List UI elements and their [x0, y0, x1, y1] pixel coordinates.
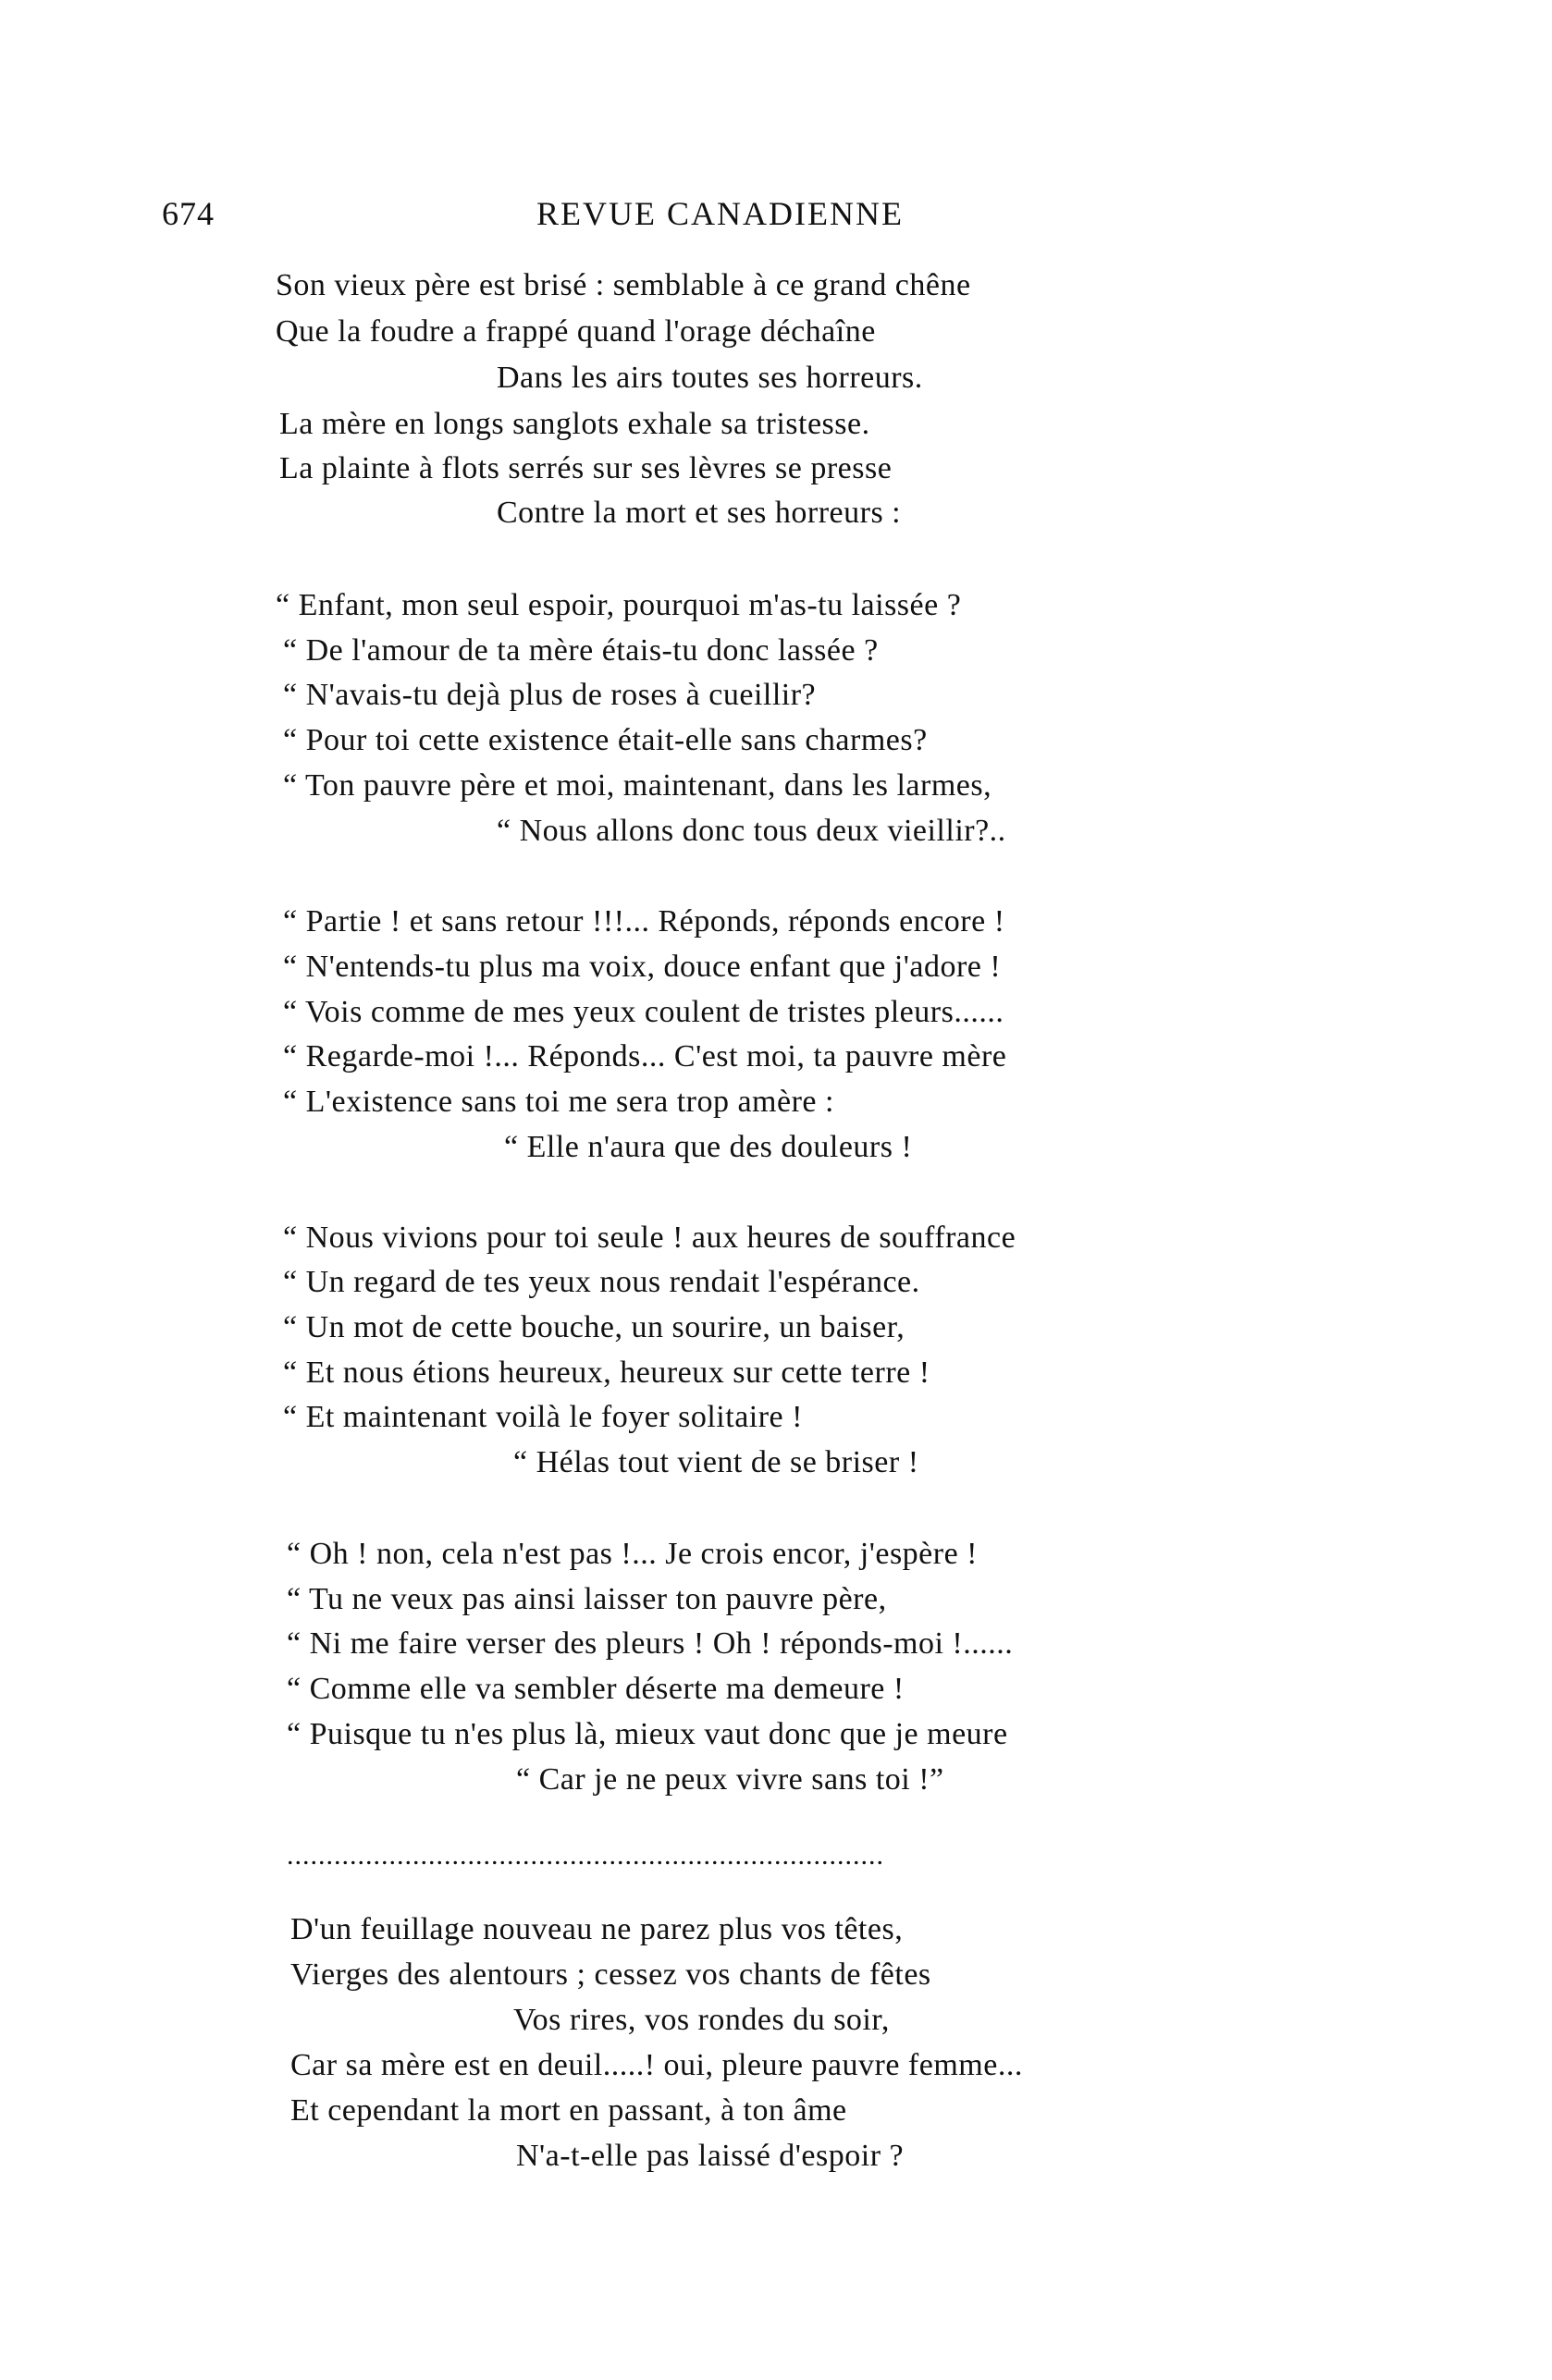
verse-line: “ N'entends-tu plus ma voix, douce enfant que j'adore ! — [283, 950, 1002, 984]
verse-line: “ Puisque tu n'es plus là, mieux vaut donc que je meure — [287, 1717, 1008, 1751]
verse-line: “ Comme elle va sembler déserte ma demeure ! — [287, 1672, 905, 1706]
verse-line: “ Tu ne veux pas ainsi laisser ton pauvre père, — [287, 1582, 887, 1616]
verse-line: “ Elle n'aura que des douleurs ! — [504, 1130, 913, 1164]
verse-line: “ Nous vivions pour toi seule ! aux heures de souffrance — [283, 1221, 1016, 1255]
verse-line: “ Un mot de cette bouche, un sourire, un baiser, — [283, 1310, 905, 1344]
verse-line: “ Enfant, mon seul espoir, pourquoi m'as-tu laissée ? — [276, 588, 962, 622]
verse-line: Vos rires, vos rondes du soir, — [513, 2003, 890, 2037]
verse-line: “ Pour toi cette existence était-elle sans charmes? — [283, 723, 928, 757]
verse-line: “ Car je ne peux vivre sans toi !” — [516, 1762, 944, 1797]
section-separator: ............................................................................ — [287, 1840, 884, 1871]
verse-line: Car sa mère est en deuil.....! oui, pleure pauvre femme... — [290, 2048, 1023, 2082]
verse-line: Son vieux père est brisé : semblable à ce grand chêne — [276, 268, 971, 302]
verse-line: “ Partie ! et sans retour !!!... Réponds, réponds encore ! — [283, 904, 1005, 939]
verse-line: Contre la mort et ses horreurs : — [497, 496, 902, 530]
verse-line: “ Et maintenant voilà le foyer solitaire ! — [283, 1400, 803, 1434]
verse-line: N'a-t-elle pas laissé d'espoir ? — [516, 2139, 905, 2173]
verse-line: “ Un regard de tes yeux nous rendait l'espérance. — [283, 1265, 920, 1299]
verse-line: “ Et nous étions heureux, heureux sur cette terre ! — [283, 1356, 930, 1390]
verse-line: “ Regarde-moi !... Réponds... C'est moi, ta pauvre mère — [283, 1039, 1007, 1073]
verse-line: Vierges des alentours ; cessez vos chants de fêtes — [290, 1957, 931, 1992]
verse-line: “ De l'amour de ta mère étais-tu donc lassée ? — [283, 633, 879, 668]
verse-line: “ N'avais-tu dejà plus de roses à cueillir? — [283, 678, 817, 712]
running-head: REVUE CANADIENNE — [536, 195, 904, 232]
verse-line: Dans les airs toutes ses horreurs. — [497, 361, 923, 395]
page-number: 674 — [162, 195, 215, 232]
verse-line: “ Ton pauvre père et moi, maintenant, dans les larmes, — [283, 768, 992, 803]
verse-line: Que la foudre a frappé quand l'orage déchaîne — [276, 314, 876, 349]
verse-line: La mère en longs sanglots exhale sa tristesse. — [279, 407, 870, 441]
verse-line: “ Ni me faire verser des pleurs ! Oh ! réponds-moi !...... — [287, 1626, 1014, 1661]
verse-line: “ Hélas tout vient de se briser ! — [513, 1445, 919, 1479]
verse-line: D'un feuillage nouveau ne parez plus vos têtes, — [290, 1912, 904, 1946]
verse-line: “ L'existence sans toi me sera trop amère : — [283, 1085, 834, 1119]
verse-line: Et cependant la mort en passant, à ton âme — [290, 2093, 847, 2128]
verse-line: La plainte à flots serrés sur ses lèvres se presse — [279, 451, 893, 485]
verse-line: “ Oh ! non, cela n'est pas !... Je crois encor, j'espère ! — [287, 1537, 979, 1571]
verse-line: “ Nous allons donc tous deux vieillir?.. — [497, 814, 1006, 848]
verse-line: “ Vois comme de mes yeux coulent de tristes pleurs...... — [283, 995, 1004, 1029]
